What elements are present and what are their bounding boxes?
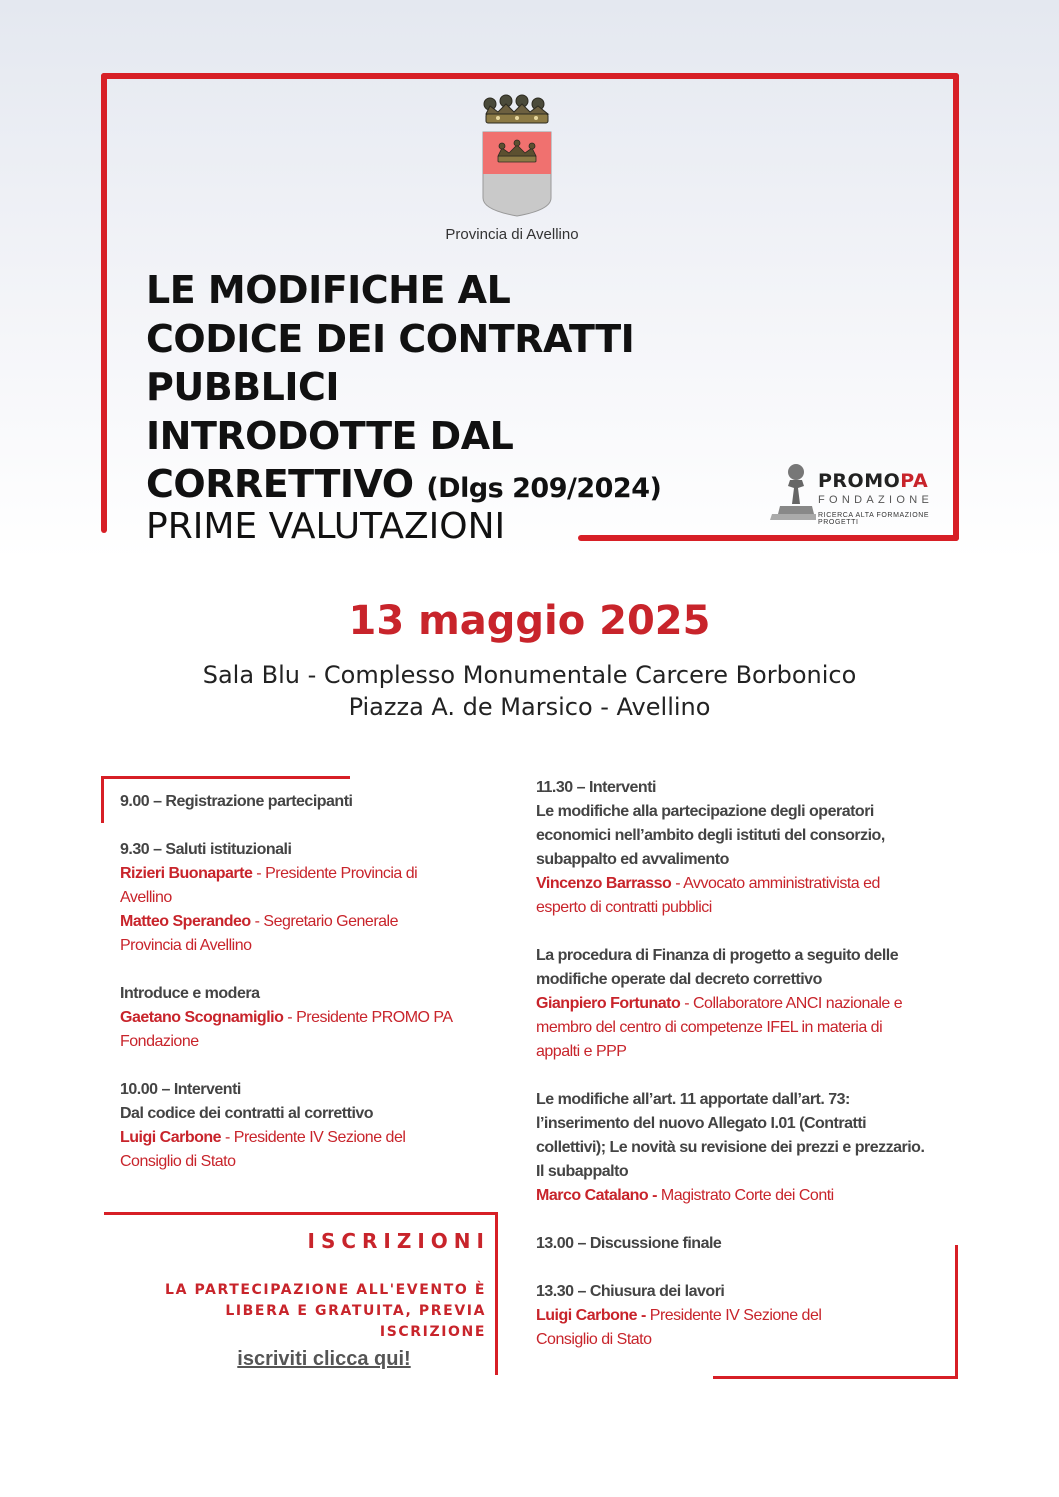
decree-reference: (Dlgs 209/2024)	[426, 473, 662, 504]
venue-line-2: Piazza A. de Marsico - Avellino	[348, 693, 711, 721]
talks-heading: 11.30 – Interventi	[536, 779, 656, 796]
title-line: LE MODIFICHE AL	[146, 268, 511, 312]
title-line: INTRODOTTE DAL	[146, 413, 514, 458]
talk-title: l’inserimento del nuovo Allegato I.01 (Contratti	[536, 1115, 867, 1132]
registration-time: 9.00 – Registrazione partecipanti	[120, 793, 353, 810]
speaker-role: appalti e PPP	[536, 1043, 627, 1060]
talk-title: La procedura di Finanza di progetto a seguito delle	[536, 947, 899, 964]
speaker-role: Consiglio di Stato	[120, 1153, 236, 1170]
registration-heading: ISCRIZIONI	[307, 1229, 490, 1253]
speaker-role: Consiglio di Stato	[536, 1331, 652, 1348]
logo-name-promo: PROMO	[818, 470, 901, 492]
talks-heading: 10.00 – Interventi	[120, 1081, 241, 1098]
speaker-role: - Collaboratore ANCI nazionale e	[680, 995, 903, 1012]
closing-time: 13.30 – Chiusura dei lavori	[536, 1283, 725, 1300]
venue-line-1: Sala Blu - Complesso Monumentale Carcere Borbonico	[202, 661, 857, 689]
speaker-name: Vincenzo Barrasso	[536, 875, 672, 892]
speaker-role: esperto di contratti pubblici	[536, 899, 712, 916]
registration-frame-top	[104, 1212, 498, 1215]
title-line: PUBBLICI	[146, 365, 340, 409]
speaker-name: Rizieri Buonaparte	[120, 865, 253, 882]
program-right	[536, 776, 966, 1352]
speaker-role: Provincia di Avellino	[120, 937, 252, 954]
title-line: CODICE DEI CONTRATTI	[146, 316, 635, 361]
speaker-name: Marco Catalano -	[536, 1187, 657, 1204]
speaker-role: - Presidente IV Sezione del	[221, 1129, 406, 1146]
registration-frame-side	[495, 1212, 498, 1375]
speaker-role: - Avvocato amministrativista ed	[671, 875, 880, 892]
talk-title: collettivi); Le novità su revisione dei prezzi e prezzario.	[536, 1139, 925, 1156]
speaker-name: Matteo Sperandeo	[120, 913, 251, 930]
speaker-role: Avellino	[120, 889, 172, 906]
logo-subname: FONDAZIONE	[818, 494, 934, 506]
promopa-logo	[768, 462, 938, 524]
speaker-name: Luigi Carbone -	[536, 1307, 646, 1324]
speaker-role: - Presidente Provincia di	[252, 865, 418, 882]
header-frame-top	[101, 73, 959, 79]
talk-title: Le modifiche alla partecipazione degli operatori	[536, 803, 874, 820]
event-subtitle: PRIME VALUTAZIONI	[146, 506, 506, 547]
discussion-time: 13.00 – Discussione finale	[536, 1235, 722, 1252]
registration-text-line: LA PARTECIPAZIONE ALL'EVENTO È	[165, 1282, 486, 1298]
logo-name	[818, 470, 928, 492]
speaker-role: membro del centro di competenze IFEL in materia di	[536, 1019, 883, 1036]
speaker-role: - Segretario Generale	[250, 913, 398, 930]
speaker-role: - Presidente PROMO PA	[283, 1009, 453, 1026]
talk-title: subappalto ed avvalimento	[536, 851, 729, 868]
talk-title: modifiche operate dal decreto correttivo	[536, 971, 822, 988]
talk-title: economici nell’ambito degli istituti del consorzio,	[536, 827, 885, 844]
title-last-word: CORRETTIVO	[146, 462, 414, 506]
header-frame-right	[953, 73, 959, 541]
speaker-role: Magistrato Corte dei Conti	[656, 1187, 834, 1204]
logo-name-pa: PA	[900, 470, 929, 492]
moderator-heading: Introduce e modera	[120, 985, 260, 1002]
registration-text-line: LIBERA E GRATUITA, PREVIA	[225, 1303, 486, 1319]
speaker-name: Gaetano Scognamiglio	[120, 1009, 284, 1026]
registration-text	[120, 1280, 486, 1343]
register-link[interactable]: iscriviti clicca qui!	[237, 1348, 411, 1370]
left-program-frame-side	[101, 776, 104, 823]
speaker-name: Luigi Carbone	[120, 1129, 222, 1146]
header-frame-left	[101, 73, 107, 533]
program-left	[120, 790, 500, 1174]
right-program-frame-bottom	[713, 1376, 958, 1379]
right-program-frame-side	[955, 1245, 958, 1379]
talk-title: Le modifiche all’art. 11 apportate dall’art. 73:	[536, 1091, 850, 1108]
logo-tagline: RICERCA ALTA FORMAZIONE PROGETTI	[818, 512, 930, 526]
left-program-frame-top	[101, 776, 350, 779]
talk-title: Il subappalto	[536, 1163, 629, 1180]
greetings-heading: 9.30 – Saluti istituzionali	[120, 841, 292, 858]
talk-title: Dal codice dei contratti al correttivo	[120, 1105, 374, 1122]
event-title	[146, 266, 661, 514]
event-date: 13 maggio 2025	[348, 598, 711, 644]
speaker-name: Gianpiero Fortunato	[536, 995, 681, 1012]
registration-text-line: ISCRIZIONE	[379, 1324, 486, 1340]
speaker-role: Presidente IV Sezione del	[645, 1307, 822, 1324]
coat-of-arms-icon	[478, 94, 556, 220]
province-caption: Provincia di Avellino	[445, 226, 579, 243]
speaker-role: Fondazione	[120, 1033, 199, 1050]
header-frame-bottom	[578, 535, 959, 541]
chess-pawn-icon	[768, 462, 816, 522]
